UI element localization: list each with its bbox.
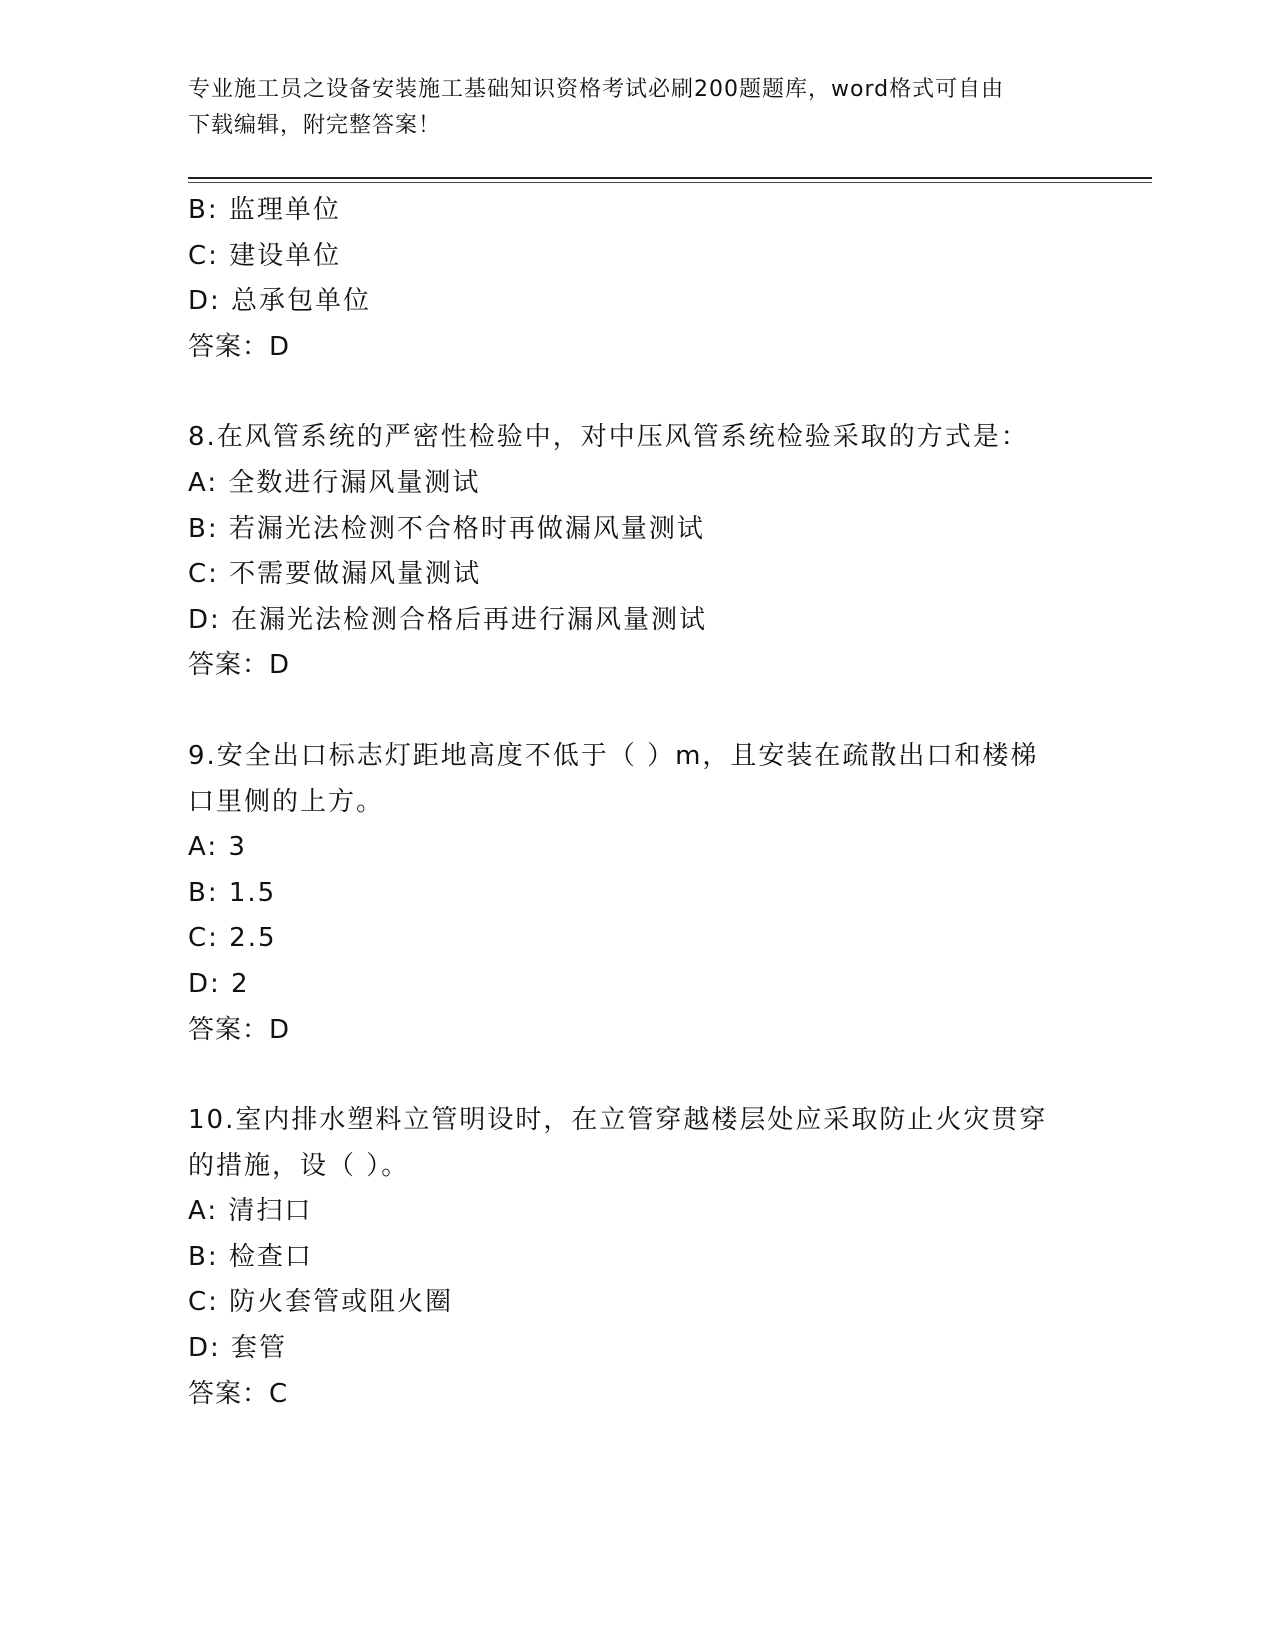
option-d: D: 总承包单位 [188,286,372,317]
option-d: D: 在漏光法检测合格后再进行漏风量测试 [188,604,708,635]
option-a: A: 全数进行漏风量测试 [188,467,481,498]
question-text-line-2: 口里侧的上方。 [188,786,385,817]
question-text-line-2: 的措施，设（ ）。 [188,1150,410,1181]
question-text: 8.在风管系统的严密性检验中，对中压风管系统检验采取的方式是： [188,422,1029,453]
option-a: A: 清扫口 [188,1196,313,1227]
answer-line: 答案：D [188,650,291,681]
header-divider-thin [188,182,1152,183]
answer-line: 答案：D [188,331,291,362]
option-b: B: 若漏光法检测不合格时再做漏风量测试 [188,513,705,544]
question-spacer [188,370,1088,415]
header-divider-thick [188,177,1152,179]
option-b: B: 1.5 [188,877,277,908]
option-b: B: 监理单位 [188,195,341,225]
answer-line: 答案：D [188,1014,291,1045]
question-text-line-1: 10.室内排水塑料立管明设时，在立管穿越楼层处应采取防止火灾贯穿 [188,1105,1048,1136]
question-9 [188,734,1088,1053]
option-c: C: 2.5 [188,923,277,954]
question-content [188,188,1088,1417]
question-text-line-1: 9.安全出口标志灯距地高度不低于（ ）m，且安装在疏散出口和楼梯 [188,740,1039,771]
header-line-1: 专业施工员之设备安装施工基础知识资格考试必刷200题题库，word格式可自由 [188,77,1005,102]
option-b: B: 检查口 [188,1241,313,1272]
question-8 [188,415,1088,689]
question-10 [188,1098,1088,1417]
question-spacer [188,689,1088,734]
option-d: D: 套管 [188,1333,288,1364]
answer-line: 答案：C [188,1378,289,1409]
document-header [188,72,1088,144]
option-c: C: 建设单位 [188,240,342,271]
option-c: C: 不需要做漏风量测试 [188,559,482,590]
previous-question-fragment [188,188,1088,370]
option-a: A: 3 [188,832,247,863]
header-line-2: 下载编辑，附完整答案！ [188,113,442,138]
option-c: C: 防火套管或阻火圈 [188,1287,454,1318]
question-spacer [188,1053,1088,1098]
option-d: D: 2 [188,968,250,999]
